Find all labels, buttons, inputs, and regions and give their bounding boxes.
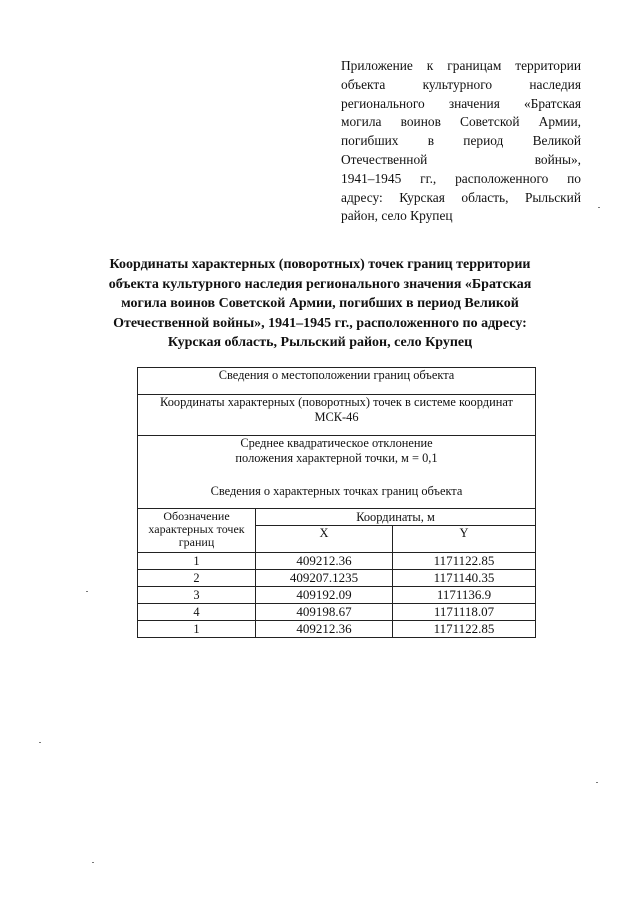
appendix-line: могила воинов Советской Армии, xyxy=(341,114,581,130)
scan-speck xyxy=(39,742,41,743)
title-line: Курская область, Рыльский район, село Крупец xyxy=(167,335,473,350)
location-header: Сведения о местоположении границ объекта xyxy=(138,368,536,395)
y-cell: 1171122.85 xyxy=(393,621,536,638)
scan-speck xyxy=(596,782,598,783)
table-row xyxy=(138,570,536,587)
column-header-row xyxy=(138,509,536,526)
table-row xyxy=(138,587,536,604)
x-cell: 409212.36 xyxy=(256,621,393,638)
x-cell: 409198.67 xyxy=(256,604,393,621)
x-header: X xyxy=(256,526,393,553)
appendix-line: погибших в период Великой xyxy=(341,133,581,149)
y-cell: 1171122.85 xyxy=(393,553,536,570)
table-row xyxy=(138,553,536,570)
document-title xyxy=(80,255,560,353)
coordinates-header: Координаты, м xyxy=(256,509,536,526)
scan-speck xyxy=(598,207,600,208)
appendix-line: адресу: Курская область, Рыльский xyxy=(341,189,581,205)
appendix-line: объекта культурного наследия xyxy=(341,76,581,92)
y-cell: 1171136.9 xyxy=(393,587,536,604)
appendix-line: Отечественной войны», xyxy=(341,151,581,167)
coord-system-row xyxy=(138,395,536,436)
deviation-cell xyxy=(138,436,536,509)
point-cell: 1 xyxy=(138,621,256,638)
coord-system-name: МСК-46 xyxy=(314,410,359,424)
y-cell: 1171118.07 xyxy=(393,604,536,621)
coord-system-text: Координаты характерных (поворотных) точек в системе координат xyxy=(160,395,513,409)
title-line: Отечественной войны», 1941–1945 гг., расположенного по адресу: xyxy=(113,315,527,331)
x-cell: 409207.1235 xyxy=(256,570,393,587)
points-header: Сведения о характерных точках границ объекта xyxy=(210,484,463,498)
title-line: объекта культурного наследия регионального значения «Братская xyxy=(108,276,532,292)
point-cell: 1 xyxy=(138,553,256,570)
location-header-row xyxy=(138,368,536,395)
x-cell: 409212.36 xyxy=(256,553,393,570)
coordinates-table xyxy=(137,367,536,638)
scan-speck xyxy=(92,862,94,863)
designation-header: Обозначение характерных точек границ xyxy=(138,509,256,553)
y-cell: 1171140.35 xyxy=(393,570,536,587)
deviation-row xyxy=(138,436,536,509)
title-line: могила воинов Советской Армии, погибших в период Великой xyxy=(121,296,519,311)
table-row xyxy=(138,621,536,638)
x-cell: 409192.09 xyxy=(256,587,393,604)
appendix-note xyxy=(341,57,581,226)
deviation-value: положения характерной точки, м = 0,1 xyxy=(235,451,438,465)
appendix-line: регионального значения «Братская xyxy=(341,95,581,111)
point-cell: 3 xyxy=(138,587,256,604)
table-row xyxy=(138,604,536,621)
appendix-line: Приложение к границам территории xyxy=(341,58,581,73)
y-header: Y xyxy=(393,526,536,553)
appendix-line: 1941–1945 гг., расположенного по xyxy=(341,170,581,186)
title-line: Координаты характерных (поворотных) точек границ территории xyxy=(109,257,531,272)
deviation-text: Среднее квадратическое отклонение xyxy=(240,436,433,450)
point-cell: 2 xyxy=(138,570,256,587)
point-cell: 4 xyxy=(138,604,256,621)
appendix-line: район, село Крупец xyxy=(341,208,453,224)
scan-speck xyxy=(86,591,88,592)
coord-system-cell xyxy=(138,395,536,436)
